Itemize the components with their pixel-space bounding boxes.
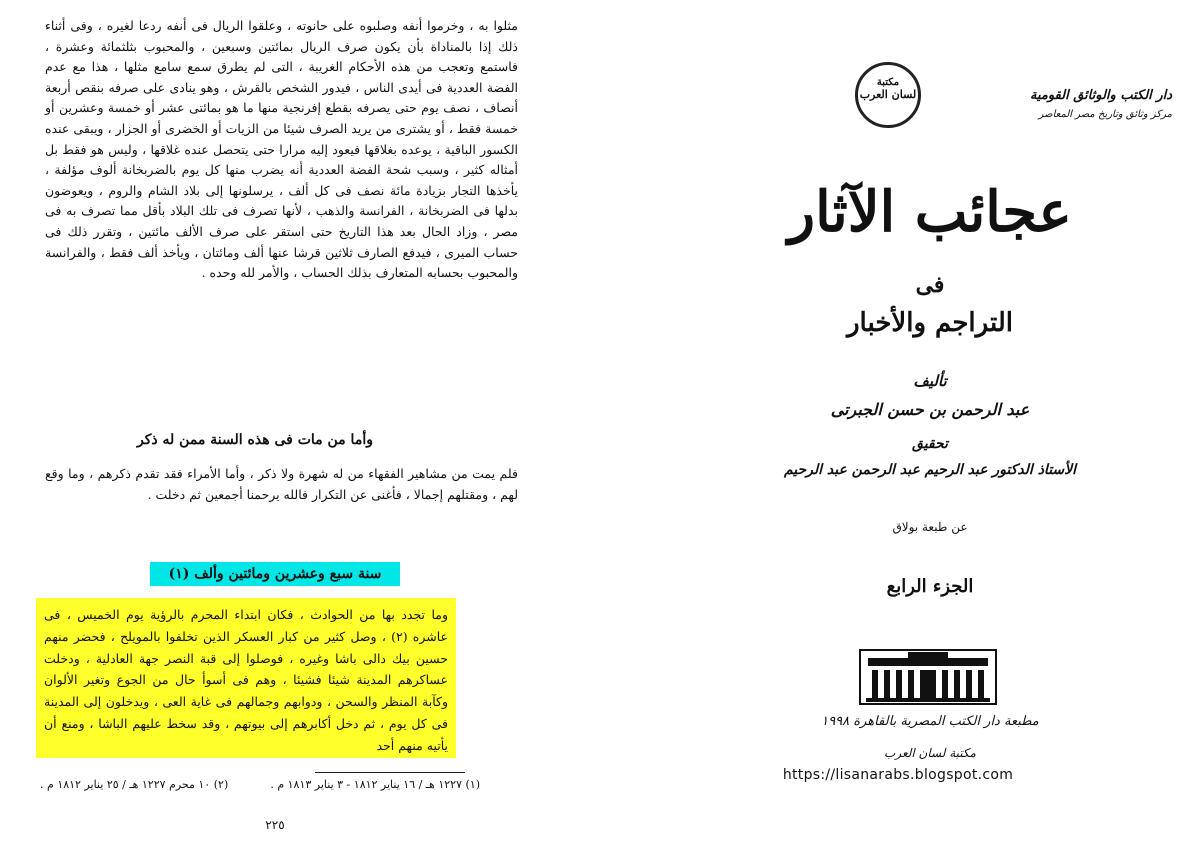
author-label: تأليف — [913, 372, 947, 390]
publisher-block — [942, 88, 1172, 120]
title-connector: فى — [915, 272, 945, 298]
publisher-subtitle: مركز وثائق وتاريخ مصر المعاصر — [1038, 109, 1172, 120]
building-emblem-icon — [858, 648, 998, 706]
highlighted-paragraph: وما تجدد بها من الحوادث ، فكان ابتداء المحرم بالرؤية يوم الخميس ، فى عاشره (٢) ، وصل كثير من كبار العسكر الذين تخلفوا بالمويلح ، فحضر منهم حسين بيك دالى باشا وغيره ، فوصلوا إلى قبة النصر جهة العادلية ، ودخلت عساكرهم المدينة شيئا فشيئا ، وهم فى أسوأ حال من الجوع وتغير الألوان وكآبة المنظر والسحن ، ودوابهم وجمالهم فى غاية العى ، ويدخلون إلى المدينة فى كل يوم ، ثم دخل أكابرهم إلى بيوتهم ، وقد سخط عليهم الباشا ، ومنع أن يأتيه منهم أحد — [36, 598, 456, 758]
editor-label: تحقيق — [912, 436, 948, 452]
section-heading-deaths: وأما من مات فى هذه السنة ممن له ذكر — [137, 432, 373, 448]
year-heading-highlighted: سنة سبع وعشرين ومائتين وألف (١) — [150, 562, 400, 586]
page-number: ٢٢٥ — [265, 818, 285, 832]
watermark-url: https://lisanarabs.blogspot.com — [782, 767, 1014, 783]
footnotes — [40, 778, 480, 791]
publisher-name: دار الكتب والوثائق القومية — [1029, 88, 1172, 103]
author-name: عبد الرحمن بن حسن الجبرتى — [830, 400, 1030, 419]
right-page-title-cover — [700, 0, 1200, 852]
seal-line-2: لسان العرب — [859, 88, 917, 101]
volume-label: الجزء الرابع — [886, 576, 974, 597]
library-seal — [855, 62, 921, 128]
library-stamp-text: مكتبة لسان العرب — [884, 746, 976, 760]
footnote-2: (٢) ١٠ محرم ١٢٢٧ هـ / ٢٥ يناير ١٨١٢ م . — [40, 778, 229, 791]
book-subtitle: التراجم والأخبار — [847, 308, 1013, 338]
printer-line: مطبعة دار الكتب المصرية بالقاهرة ١٩٩٨ — [821, 714, 1039, 729]
left-page — [0, 0, 540, 852]
seal-line-1: مكتبة — [876, 77, 900, 88]
editor-name: الأستاذ الدكتور عبد الرحيم عبد الرحمن عبد الرحيم — [783, 462, 1077, 478]
body-paragraph-deaths: فلم يمت من مشاهير الفقهاء من له شهرة ولا ذكر ، وأما الأمراء فقد تقدم ذكرهم ، وما وقع لهم ، ومقتلهم إجمالا ، فأغنى عن التكرار فالله يرحمنا أجمعين ثم دخلت . — [45, 466, 518, 502]
body-paragraph: مثلوا به ، وخرموا أنفه وصلبوه على حانوته ، وعلقوا الريال فى أنفه ردعا لغيره ، وفى أثناء ذلك إذا بالمناداة بأن يكون صرف الريال بمائتين وسبعين ، والمحبوب بثلثمائة وعشرة ، فاستمع وتعجب من هذه الأحكام الغريبة ، التى لم يطرق سمع سامع مثلها ، هذا مع عدم الفضة العددية فى أيدى الناس ، فيدور الشخص بالقرش ، وهو ينادى على صرفه بنقص أربعة أنصاف ، نصف يوم حتى يصرفه بقطع إفرنجية منها ما هو بمائتى عشر أو خمسة وعشرين أو خمسة فقط ، أو يشترى من يريد الصرف شيئا من الزيات أو الخضرى أو الجزار ، ويبقى عنده الكسور الباقية ، يوعده بغلاقها فيعود إليه مرارا حتى يتحصل عنده غلاقها ، وليس هو فقط بل أمثاله كثير ، وسبب شحة الفضة العددية أنه يضرب منها كل يوم بالضربخانة ألوف مؤلفة ، يأخذها التجار بزيادة مائة نصف فى كل ألف ، يرسلونها إلى بلاد الشام والروم ، ويعوضون بدلها فى الضربخانة ، الفرانسة والذهب ، لأنها تصرف فى تلك البلاد بأقل مما تصرف به فى مصر ، وزاد الحال بعد هذا التاريخ حتى استقر على صرف الألف مائتين ، وتقرر ذلك فى حساب الميرى ، فيدفع الصارف ثلاثين قرشا عنها ألف ومائتان ، ويأخذ ألف فقط ، والفرانسة والمحبوب بحسابه المتعارف بذلك الحساب ، والأمر لله وحده . — [45, 18, 518, 281]
book-title: عجائب الآثار — [788, 179, 1072, 245]
footnote-1: (١) ١٢٢٧ هـ / ١٦ يناير ١٨١٢ - ٣ يناير ١٨١٣ م . — [270, 778, 480, 791]
edition-note: عن طبعة بولاق — [892, 520, 968, 534]
footnote-divider — [315, 772, 465, 773]
